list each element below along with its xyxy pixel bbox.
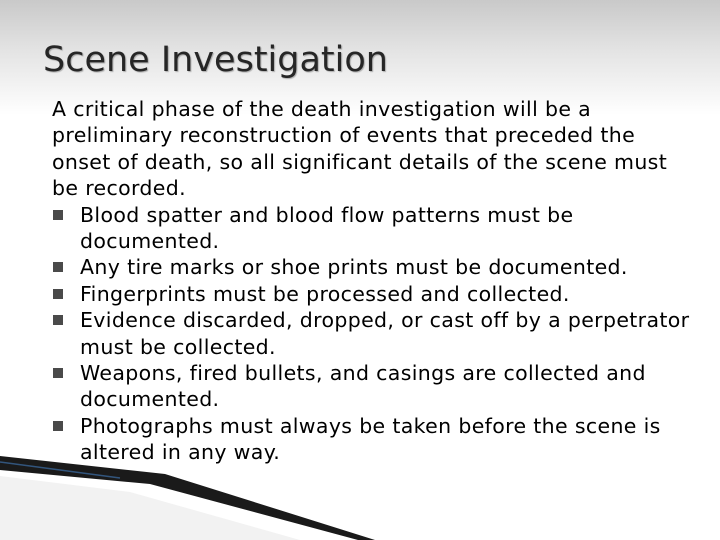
bullet-list xyxy=(52,202,712,466)
bullet-text: Evidence discarded, dropped, or cast off by a perpetrator must be collected. xyxy=(80,308,690,359)
square-bullet-icon xyxy=(53,289,63,299)
slide-content xyxy=(52,96,712,466)
bullet-text: Any tire marks or shoe prints must be documented. xyxy=(80,255,628,280)
list-item xyxy=(52,360,712,413)
square-bullet-icon xyxy=(53,315,63,325)
slide-title: Scene Investigation xyxy=(43,40,388,80)
list-item xyxy=(52,202,712,255)
square-bullet-icon xyxy=(53,262,63,272)
list-item xyxy=(52,307,712,360)
square-bullet-icon xyxy=(53,421,63,431)
bullet-text: Blood spatter and blood flow patterns must be documented. xyxy=(80,202,574,254)
bullet-text: Weapons, fired bullets, and casings are collected and documented. xyxy=(80,361,646,412)
square-bullet-icon xyxy=(53,368,63,378)
list-item xyxy=(52,281,712,307)
bullet-text: Photographs must always be taken before the scene is altered in any way. xyxy=(80,413,661,465)
decorative-swoosh xyxy=(0,440,720,540)
square-bullet-icon xyxy=(53,210,63,220)
list-item xyxy=(52,254,712,280)
bullet-text: Fingerprints must be processed and collected. xyxy=(80,281,570,306)
intro-paragraph: A critical phase of the death investigation will be a preliminary reconstruction of events that preceded the onset of death, so all significant details of the scene must be recorded. xyxy=(52,97,668,201)
